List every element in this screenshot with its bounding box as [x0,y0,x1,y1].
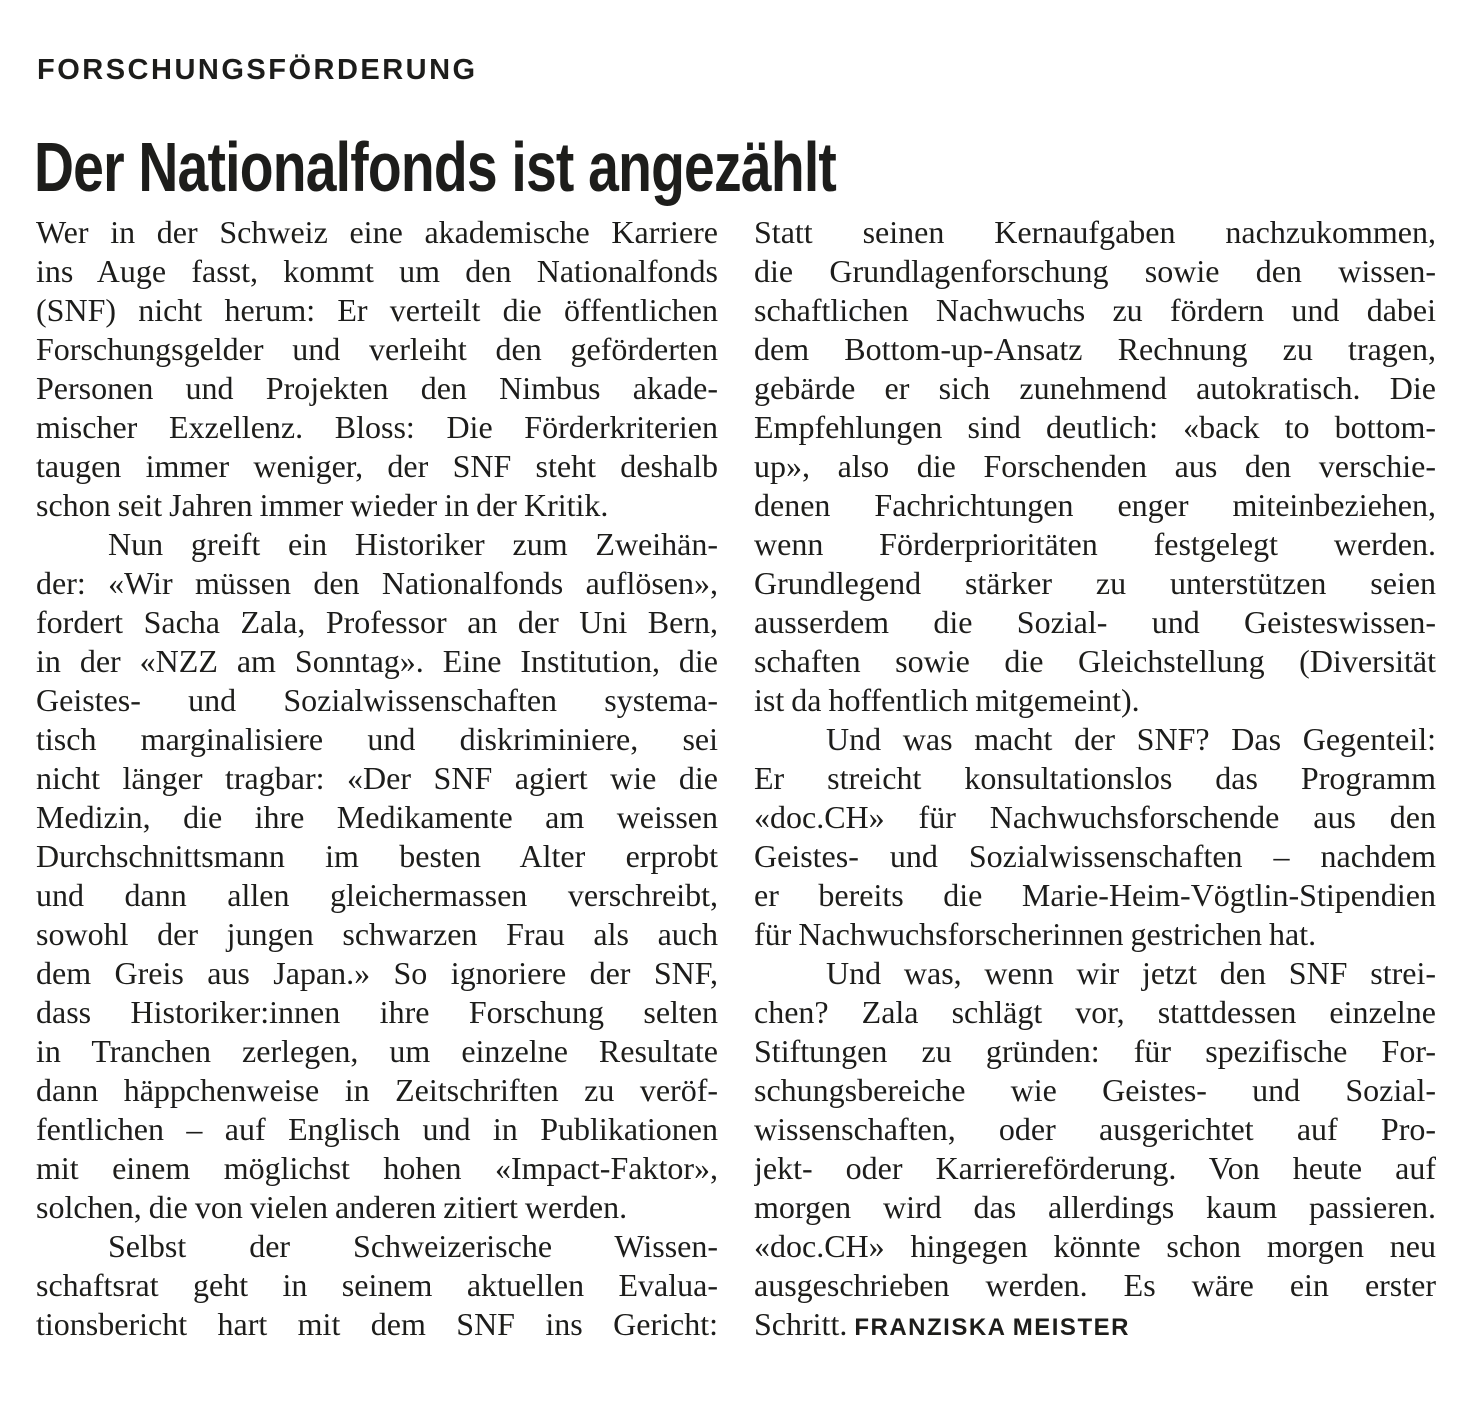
body-line: dass Historiker:innen ihre Forschung selten [36,994,718,1030]
body-line: schaften sowie die Gleichstellung (Diversität [754,643,1436,679]
body-line: für Nachwuchsforscherinnen gestrichen hat. [754,916,1317,952]
body-line: dem Bottom-up-Ansatz Rechnung zu tragen, [754,331,1436,367]
body-line-text: Schritt. [754,1306,855,1342]
body-line: Nun greift ein Historiker zum Zweihän- [108,526,718,562]
kicker: FORSCHUNGSFÖRDERUNG [37,54,478,86]
body-line: Durchschnittsmann im besten Alter erprobt [36,838,718,874]
body-line: Personen und Projekten den Nimbus akade- [36,370,718,406]
body-line: in Tranchen zerlegen, um einzelne Resultate [36,1033,718,1069]
body-line: Wer in der Schweiz eine akademische Karriere [36,214,718,250]
author-byline: FRANZISKA MEISTER [854,1314,1130,1341]
article-body [36,213,1436,1344]
body-line: ausserdem die Sozial- und Geisteswissen- [754,604,1436,640]
body-line: jekt- oder Karriereförderung. Von heute auf [754,1150,1436,1186]
body-line: ausgeschrieben werden. Es wäre ein erster [754,1267,1436,1303]
body-line: dem Greis aus Japan.» So ignoriere der SNF, [36,955,718,991]
body-line: wenn Förderprioritäten festgelegt werden. [754,526,1436,562]
body-line: dann häppchenweise in Zeitschriften zu veröf- [36,1072,718,1108]
body-line: chen? Zala schlägt vor, stattdessen einzelne [754,994,1436,1030]
body-line: Geistes- und Sozialwissenschaften – nachdem [754,838,1436,874]
body-line: gebärde er sich zunehmend autokratisch. Die [754,370,1436,406]
body-line: Grundlegend stärker zu unterstützen seien [754,565,1436,601]
body-line: mischer Exzellenz. Bloss: Die Förderkriterien [36,409,718,445]
body-line: schungsbereiche wie Geistes- und Sozial- [754,1072,1436,1108]
headline-text: Der Nationalfonds ist angezählt [34,128,837,206]
body-line: tisch marginalisiere und diskriminiere, sei [36,721,718,757]
body-line: in der «NZZ am Sonntag». Eine Institution, die [36,643,718,679]
body-line: nicht länger tragbar: «Der SNF agiert wie die [36,760,718,796]
body-line: und dann allen gleichermassen verschreibt, [36,877,718,913]
body-line: Statt seinen Kernaufgaben nachzukommen, [754,214,1436,250]
body-line: Und was, wenn wir jetzt den SNF strei- [826,955,1436,991]
body-line: schaftsrat geht in seinem aktuellen Evalua- [36,1267,718,1303]
column-right [754,213,1436,1344]
body-line: der: «Wir müssen den Nationalfonds auflösen», [36,565,718,601]
body-line: die Grundlagenforschung sowie den wissen- [754,253,1436,289]
body-line: ist da hoffentlich mitgemeint). [754,682,1140,718]
body-line: taugen immer weniger, der SNF steht deshalb [36,448,718,484]
body-line: solchen, die von vielen anderen zitiert werden. [36,1189,628,1225]
body-line: Geistes- und Sozialwissenschaften systema- [36,682,718,718]
body-line: ins Auge fasst, kommt um den Nationalfonds [36,253,718,289]
body-line: Medizin, die ihre Medikamente am weissen [36,799,718,835]
body-line: mit einem möglichst hohen «Impact-Faktor», [36,1150,718,1186]
body-line: fentlichen – auf Englisch und in Publikationen [36,1111,718,1147]
body-line: schon seit Jahren immer wieder in der Kritik. [36,487,609,523]
body-line: sowohl der jungen schwarzen Frau als auch [36,916,718,952]
body-line: «doc.CH» für Nachwuchsforschende aus den [754,799,1436,835]
body-line: Forschungsgelder und verleiht den geförderten [36,331,718,367]
body-line: «doc.CH» hingegen könnte schon morgen neu [754,1228,1436,1264]
body-line: tionsbericht hart mit dem SNF ins Gericht: [36,1306,718,1342]
body-line: Empfehlungen sind deutlich: «back to bottom- [754,409,1436,445]
body-line: (SNF) nicht herum: Er verteilt die öffentlichen [36,292,718,328]
body-line [754,1305,1436,1344]
body-line: Er streicht konsultationslos das Programm [754,760,1436,796]
body-line: schaftlichen Nachwuchs zu fördern und dabei [754,292,1436,328]
body-line: Stiftungen zu gründen: für spezifische For- [754,1033,1436,1069]
body-line: morgen wird das allerdings kaum passieren. [754,1189,1436,1225]
body-line: Selbst der Schweizerische Wissen- [108,1228,718,1264]
body-line: fordert Sacha Zala, Professor an der Uni Bern, [36,604,718,640]
body-line: denen Fachrichtungen enger miteinbeziehen, [754,487,1436,523]
body-line: er bereits die Marie-Heim-Vögtlin-Stipendien [754,877,1436,913]
body-line: up», also die Forschenden aus den verschie- [754,448,1436,484]
body-line: wissenschaften, oder ausgerichtet auf Pro- [754,1111,1436,1147]
headline [34,128,1049,206]
column-left [36,213,718,1344]
body-line: Und was macht der SNF? Das Gegenteil: [826,721,1436,757]
